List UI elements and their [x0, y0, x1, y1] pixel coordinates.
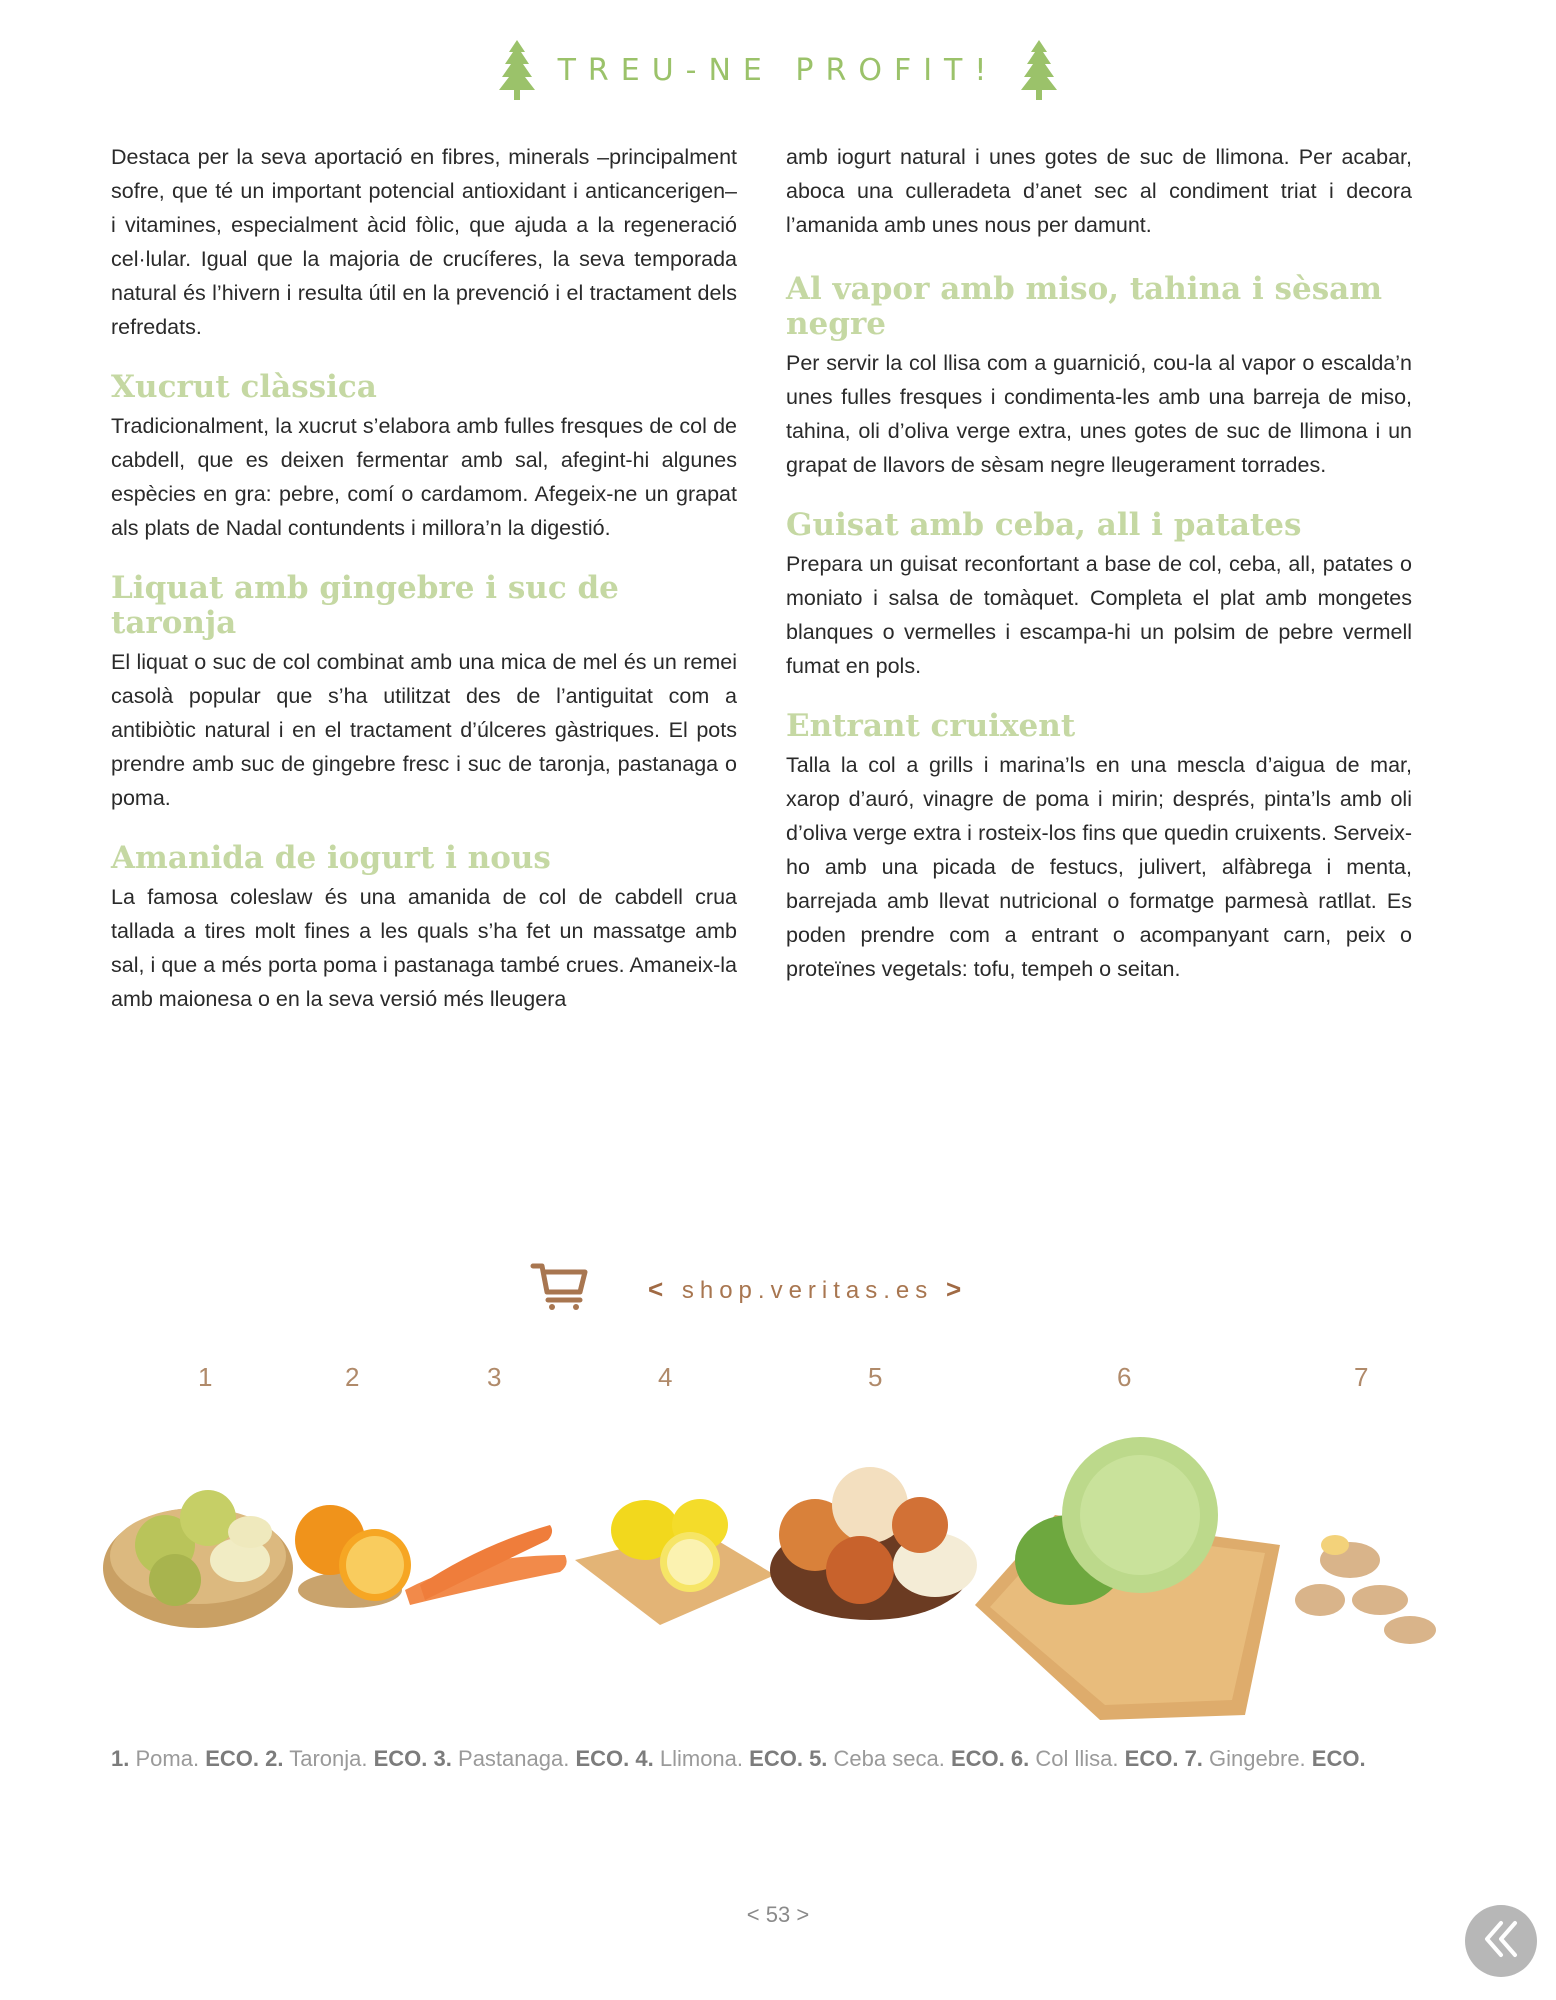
caption-tag: ECO.: [1124, 1746, 1179, 1771]
caption-number: 2.: [265, 1746, 284, 1771]
bracket-right: >: [945, 1274, 968, 1304]
section-body: Prepara un guisat reconfortant a base de col, ceba, all, patates o moniato i salsa de tomàquet. Completa el plat amb mongetes blanques o vermelles i escampa-hi un polsim de pebre vermell fumat en pols.: [786, 552, 1412, 678]
left-column: [111, 140, 737, 1016]
caption-tag: ECO.: [950, 1746, 1005, 1771]
caption-name: Pastanaga.: [458, 1746, 570, 1771]
product-number: 1: [198, 1362, 213, 1392]
caption-name: Taronja.: [289, 1746, 368, 1771]
section-title: TREU-NE PROFIT!: [557, 52, 999, 88]
shop-link[interactable]: [530, 1262, 967, 1317]
ginger-image: [1295, 1535, 1436, 1644]
caption-name: Gingebre.: [1209, 1746, 1306, 1771]
section-body: La famosa coleslaw és una amanida de col de cabdell crua tallada a tires molt fines a les quals s’ha fet un massatge amb sal, i que a més porta poma i pastanaga també crues. Amaneix-la amb maionesa o en la seva versió més lleugera: [111, 885, 737, 1011]
back-button[interactable]: [1465, 1905, 1537, 1977]
caption-name: Ceba seca.: [833, 1746, 945, 1771]
section-body: Tradicionalment, la xucrut s’elabora amb fulles fresques de col de cabdell, que es deixen fermentar amb sal, afegint-hi algunes espècies en gra: pebre, comí o cardamom. Afegeix-ne un grapat als plats de Nadal contundents i millora’n la digestió.: [111, 414, 737, 540]
product-caption: [111, 1746, 1366, 1772]
caption-tag: ECO.: [1311, 1746, 1366, 1771]
section-body: Talla la col a grills i marina’ls en una mescla d’aigua de mar, xarop d’auró, vinagre de poma i mirin; després, pinta’ls amb oli d’oliva verge extra i rosteix-los fins que quedin cruixents. Serveix-ho amb una picada de festucs, julivert, alfàbrega i menta, barrejada amb llevat nutricional o formatge parmesà ratllat. Es poden prendre com a entrant o acompanyant carn, peix o proteïnes vegetals: tofu, tempeh o seitan.: [786, 753, 1412, 981]
caption-number: 5.: [809, 1746, 828, 1771]
caption-name: Col llisa.: [1035, 1746, 1119, 1771]
caption-tag: ECO.: [373, 1746, 428, 1771]
section-body: El liquat o suc de col combinat amb una mica de mel és un remei casolà popular que s’ha utilitzat des de l’antiguitat com a antibiòtic natural i en el tractament d’úlceres gàstriques. El pots prendre amb suc de gingebre fresc i suc de taronja, pastanaga o poma.: [111, 650, 737, 810]
caption-number: 6.: [1010, 1746, 1030, 1771]
product-number: 4: [658, 1362, 673, 1392]
cart-icon[interactable]: [530, 1262, 590, 1317]
shop-url[interactable]: [648, 1274, 967, 1305]
caption-name: Poma.: [135, 1746, 200, 1771]
section-body: Per servir la col llisa com a guarnició, cou-la al vapor o escalda’n unes fulles fresques i condimenta-les amb una barreja de miso, tahina, oli d’oliva verge extra, unes gotes de suc de llimona i un grapat de llavors de sèsam negre lleugerament torrades.: [786, 351, 1412, 477]
double-chevron-left-icon[interactable]: [1479, 1917, 1523, 1966]
onion-image: [770, 1467, 977, 1620]
caption-tag: ECO.: [575, 1746, 630, 1771]
lemon-image: [575, 1499, 775, 1625]
pine-tree-icon: [1020, 40, 1058, 100]
caption-tag: ECO.: [205, 1746, 259, 1771]
section-heading: Guisat amb ceba, all i patates: [786, 507, 1302, 543]
apple-basket-image: [103, 1490, 293, 1628]
product-number: 7: [1354, 1362, 1369, 1392]
cabbage-image: [975, 1437, 1280, 1720]
product-number: 5: [868, 1362, 883, 1392]
shop-url-text[interactable]: shop.veritas.es: [681, 1277, 934, 1304]
right-column: [786, 140, 1412, 986]
continuation-paragraph: amb iogurt natural i unes gotes de suc de llimona. Per acabar, aboca una culleradeta d’anet sec al condiment triat i decora l’amanida amb unes nous per damunt.: [786, 145, 1412, 237]
caption-number: 1.: [111, 1746, 130, 1771]
intro-paragraph: Destaca per la seva aportació en fibres, minerals –principalment sofre, que té un important potencial antioxidant i anticancerigen– i vitamines, especialment àcid fòlic, que ajuda a la regeneració cel·lular. Igual que la majoria de crucíferes, la seva temporada natural és l’hivern i resulta útil en la prevenció i el tractament dels refredats.: [111, 145, 737, 339]
caption-number: 4.: [635, 1746, 654, 1771]
section-heading: Entrant cruixent: [786, 708, 1076, 744]
product-number: 2: [345, 1362, 360, 1392]
page-header: [0, 40, 1556, 100]
product-number: 3: [487, 1362, 502, 1392]
section-heading: Xucrut clàssica: [111, 369, 377, 405]
caption-name: Llimona.: [659, 1746, 744, 1771]
bracket-left: <: [648, 1274, 670, 1304]
caption-tag: ECO.: [749, 1746, 803, 1771]
section-heading: Liquat amb gingebre i suc de taronja: [111, 570, 619, 641]
carrot-image: [405, 1525, 567, 1605]
section-heading: Amanida de iogurt i nous: [111, 840, 551, 876]
caption-number: 7.: [1184, 1746, 1203, 1771]
product-number: 6: [1117, 1362, 1132, 1392]
orange-image: [295, 1505, 411, 1608]
caption-number: 3.: [433, 1746, 452, 1771]
pine-tree-icon: [498, 40, 536, 100]
page-number: < 53 >: [746, 1902, 810, 1927]
section-heading: Al vapor amb miso, tahina i sèsam negre: [786, 271, 1383, 342]
